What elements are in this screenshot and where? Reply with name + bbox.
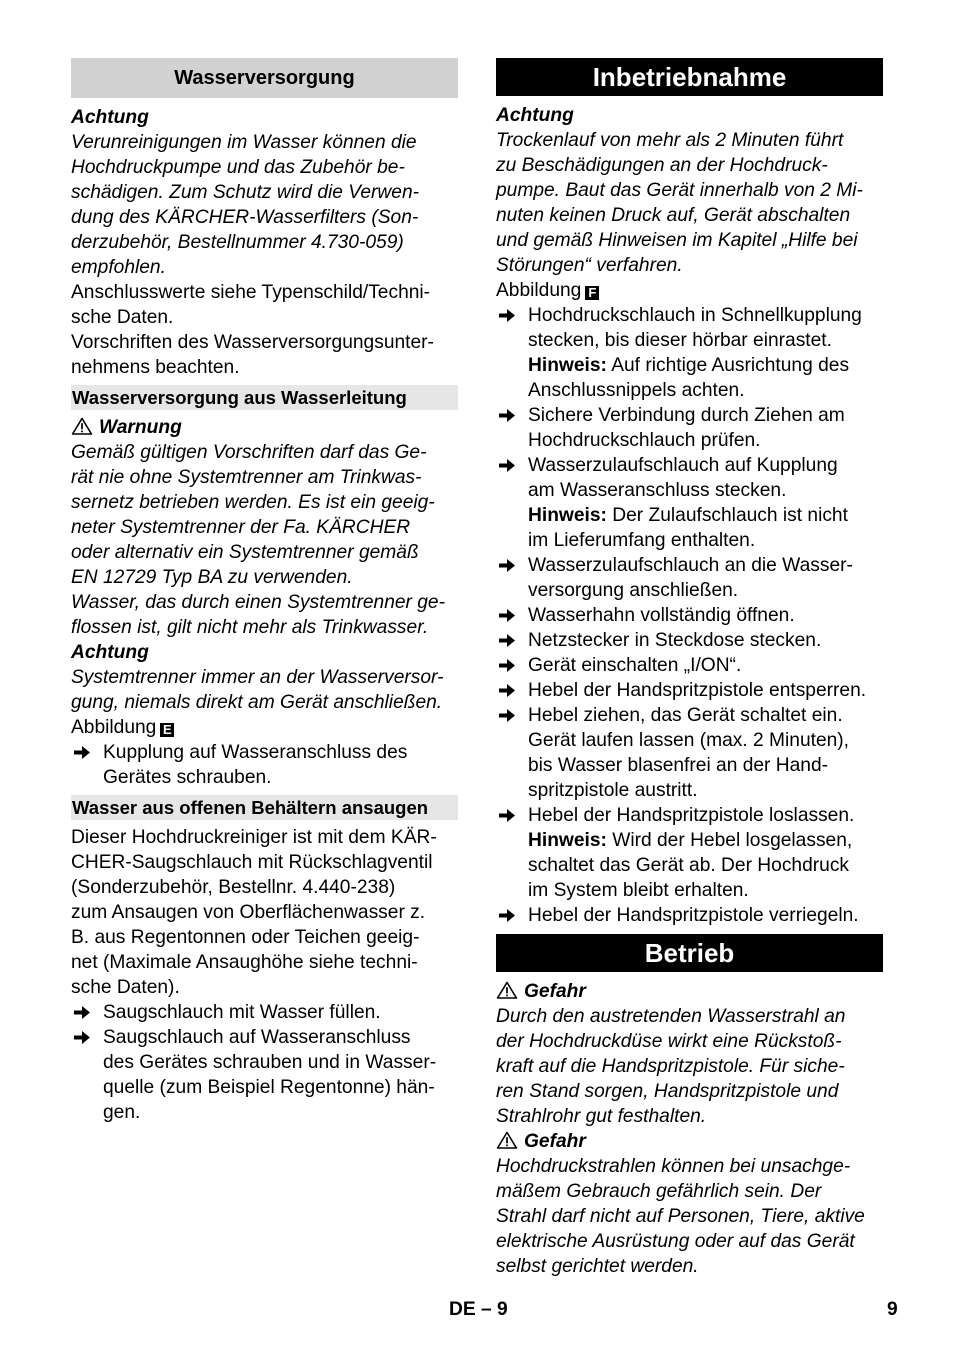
text-line: quelle (zum Beispiel Regentonne) hän- [103,1077,435,1098]
gefahr-label-text: Gefahr [524,981,586,1002]
text-line: Wasserhahn vollständig öffnen. [528,605,795,626]
text-line: selbst gerichtet werden. [496,1256,699,1277]
achtung-text [496,128,883,278]
text-line: Sichere Verbindung durch Ziehen am [528,405,845,426]
text-line: Vorschriften des Wasserversorgungsunter- [71,332,434,353]
text-line: B. aus Regentonnen oder Teichen geeig- [71,927,420,948]
text-line: (Sonderzubehör, Bestellnr. 4.440-238) [71,877,396,898]
text-line: kraft auf die Handspritzpistole. Für siche- [496,1056,845,1077]
text-line: CHER-Saugschlauch mit Rückschlagventil [71,852,433,873]
text-line: des Gerätes schrauben und in Wasser- [103,1052,437,1073]
hint-line [528,828,883,853]
list-item [71,1000,458,1025]
text-line: zu Beschädigungen an der Hochdruck- [496,155,828,176]
warning-triangle-icon [71,417,93,435]
footer-page-number: 9 [887,1299,898,1320]
text-line: Saugschlauch mit Wasser füllen. [103,1002,381,1023]
text-line: im System bleibt erhalten. [528,880,749,901]
list-item [496,678,883,703]
text-line: Trockenlauf von mehr als 2 Minuten führt [496,130,844,151]
achtung-label: Achtung [71,642,149,663]
gefahr-text [496,1154,883,1279]
list-item [496,453,883,553]
text-line: neter Systemtrenner der Fa. KÄRCHER [71,517,411,538]
text-line: nuten keinen Druck auf, Gerät abschalten [496,205,851,226]
arrow-right-icon [73,744,91,761]
arrow-right-icon [73,1004,91,1021]
text-line: Strahlrohr gut festhalten. [496,1106,707,1127]
arrow-right-icon [498,607,516,624]
achtung-text [71,130,458,280]
arrow-right-icon [498,807,516,824]
hint-text: Der Zulaufschlauch ist nicht [612,505,848,526]
hinweis-label: Hinweis: [528,505,607,526]
list-item [496,303,883,403]
text-line: schädigen. Zum Schutz wird die Verwen- [71,182,420,203]
text-line: EN 12729 Typ BA zu verwenden. [71,567,353,588]
arrow-right-icon [498,682,516,699]
text-line: Störungen“ verfahren. [496,255,683,276]
text-line: Netzstecker in Steckdose stecken. [528,630,822,651]
list-item [496,403,883,453]
hinweis-label: Hinweis: [528,355,607,376]
arrow-right-icon [498,557,516,574]
abbildung-text: Abbildung [496,280,582,301]
text-line: net (Maximale Ansaughöhe siehe techni- [71,952,418,973]
arrow-right-icon [498,657,516,674]
arrow-right-icon [73,1029,91,1046]
subheading-wasserleitung: Wasserversorgung aus Wasserleitung [71,385,458,410]
achtung-label: Achtung [496,105,574,126]
arrow-right-icon [498,307,516,324]
text-line: pumpe. Baut das Gerät innerhalb von 2 Mi- [496,180,863,201]
warnung-label-text: Warnung [99,417,182,438]
text-line: dung des KÄRCHER-Wasserfilters (Son- [71,207,419,228]
text-line: flossen ist, gilt nicht mehr als Trinkwasser. [71,617,429,638]
text-line: Gerät laufen lassen (max. 2 Minuten), [528,730,850,751]
text-line: spritzpistole austritt. [528,780,698,801]
list-item [496,803,883,903]
hinweis-label: Hinweis: [528,830,607,851]
list-item [496,903,883,928]
text-line: Anschlussnippels achten. [528,380,745,401]
arrow-right-icon [498,457,516,474]
text-line: und gemäß Hinweisen im Kapitel „Hilfe bei [496,230,858,251]
warnung-text [71,440,458,640]
text-line: Wasserzulaufschlauch an die Wasser- [528,555,853,576]
text-line: gung, niemals direkt am Gerät anschließen. [71,692,443,713]
left-column [71,58,458,1125]
figure-letter-badge: E [160,723,174,737]
arrow-right-icon [498,907,516,924]
text-line: stecken, bis dieser hörbar einrastet. [528,330,832,351]
text-line: Kupplung auf Wasseranschluss des [103,742,408,763]
text-line: elektrische Ausrüstung oder auf das Gerät [496,1231,855,1252]
text-line: sche Daten). [71,977,180,998]
text-line: versorgung anschließen. [528,580,739,601]
text-line: bis Wasser blasenfrei an der Hand- [528,755,829,776]
text-line: der Hochdruckdüse wirkt eine Rückstoß- [496,1031,842,1052]
text-line: mäßem Gebrauch gefährlich sein. Der [496,1181,822,1202]
list-item [71,1025,458,1125]
text-line: Saugschlauch auf Wasseranschluss [103,1027,411,1048]
gefahr-label [496,979,883,1004]
achtung-text [71,665,458,715]
text-line: am Wasseranschluss stecken. [528,480,787,501]
arrow-right-icon [498,632,516,649]
text-line: Hochdruckstrahlen können bei unsachge- [496,1156,851,1177]
text-line: Strahl darf nicht auf Personen, Tiere, aktive [496,1206,865,1227]
list-item [496,603,883,628]
list-item [71,740,458,790]
text-line: Hebel der Handspritzpistole loslassen. [528,805,855,826]
text-line: Gerätes schrauben. [103,767,272,788]
text-line: Verunreinigungen im Wasser können die [71,132,417,153]
body-text [71,280,458,380]
gefahr-label [496,1129,883,1154]
right-column [496,58,883,1279]
text-line: schaltet das Gerät ab. Der Hochdruck [528,855,850,876]
text-line: Hebel ziehen, das Gerät schaltet ein. [528,705,843,726]
text-line: Wasser, das durch einen Systemtrenner ge- [71,592,445,613]
text-line: ren Stand sorgen, Handspritzpistole und [496,1081,839,1102]
abbildung-text: Abbildung [71,717,157,738]
text-line: Systemtrenner immer an der Wasserversor- [71,667,444,688]
text-line: sche Daten. [71,307,174,328]
arrow-right-icon [498,707,516,724]
text-line: rät nie ohne Systemtrenner am Trinkwas- [71,467,422,488]
hint-text: Wird der Hebel losgelassen, [612,830,853,851]
text-line: Durch den austretenden Wasserstrahl an [496,1006,846,1027]
hint-line [528,503,883,528]
text-line: Wasserzulaufschlauch auf Kupplung [528,455,838,476]
text-line: Gerät einschalten „I/ON“. [528,655,742,676]
hint-text: Auf richtige Ausrichtung des [611,355,850,376]
subheading-offene-behaelter: Wasser aus offenen Behältern ansaugen [71,795,458,820]
figure-reference [496,278,883,303]
arrow-right-icon [498,407,516,424]
text-line: Hochdruckschlauch in Schnellkupplung [528,305,862,326]
section-heading-inbetriebnahme: Inbetriebnahme [496,58,883,96]
text-line: Hochdruckschlauch prüfen. [528,430,761,451]
warnung-label [71,415,458,440]
body-text [71,825,458,1000]
warning-triangle-icon [496,1131,518,1149]
list-item [496,703,883,803]
figure-letter-badge: F [585,286,599,300]
text-line: Dieser Hochdruckreiniger ist mit dem KÄR- [71,827,437,848]
gefahr-text [496,1004,883,1129]
gefahr-label-text: Gefahr [524,1131,586,1152]
text-line: oder alternativ ein Systemtrenner gemäß [71,542,419,563]
list-item [496,553,883,603]
text-line: Gemäß gültigen Vorschriften darf das Ge- [71,442,427,463]
achtung-label: Achtung [71,107,149,128]
text-line: Hochdruckpumpe und das Zubehör be- [71,157,405,178]
text-line: sernetz betrieben werden. Es ist ein geeig- [71,492,435,513]
text-line: derzubehör, Bestellnummer 4.730-059) [71,232,404,253]
list-item [496,628,883,653]
hint-line [528,353,883,378]
text-line: zum Ansaugen von Oberflächenwasser z. [71,902,426,923]
text-line: Anschlusswerte siehe Typenschild/Techni- [71,282,431,303]
text-line: nehmens beachten. [71,357,240,378]
warning-triangle-icon [496,981,518,999]
text-line: im Lieferumfang enthalten. [528,530,756,551]
text-line: empfohlen. [71,257,166,278]
section-heading-wasserversorgung: Wasserversorgung [71,58,458,98]
text-line: Hebel der Handspritzpistole verriegeln. [528,905,859,926]
text-line: Hebel der Handspritzpistole entsperren. [528,680,867,701]
text-line: gen. [103,1102,141,1123]
figure-reference [71,715,458,740]
footer-page-label: DE – 9 [449,1299,508,1320]
section-heading-betrieb: Betrieb [496,934,883,972]
list-item [496,653,883,678]
